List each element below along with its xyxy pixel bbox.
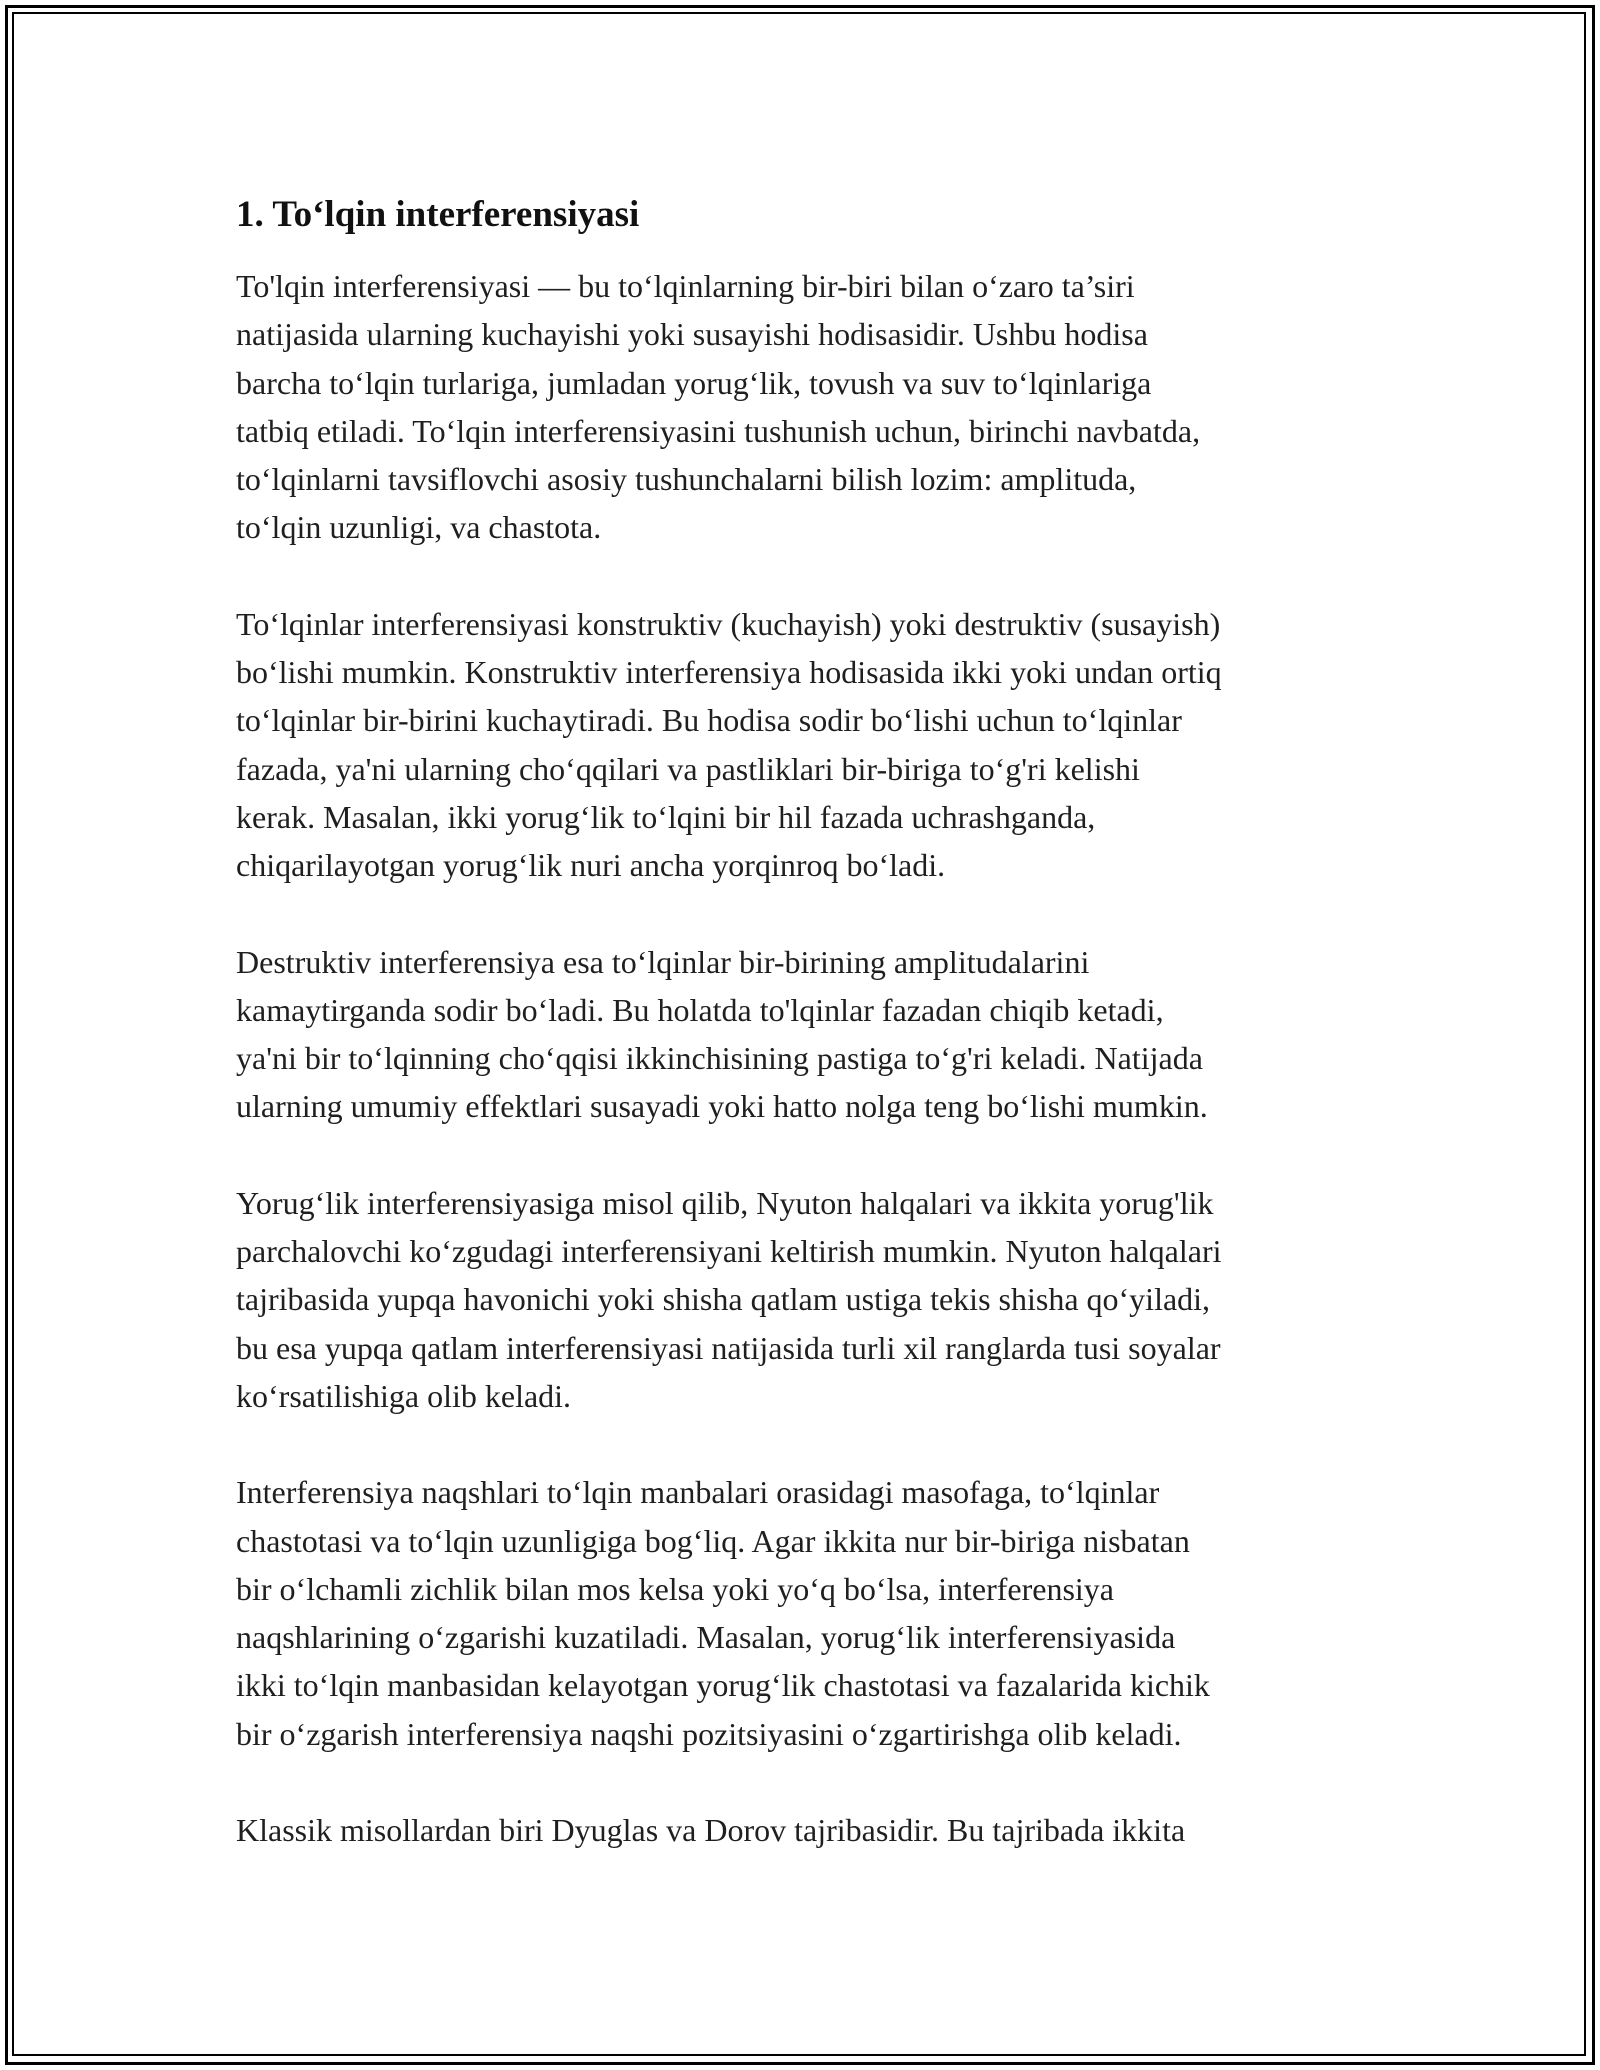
- text-line: Yorug‘lik interferensiyasiga misol qilib, Nyuton halqalari va ikkita yorug'lik: [236, 1184, 1214, 1221]
- text-line: bu esa yupqa qatlam interferensiyasi natijasida turli xil ranglarda tusi soyalar: [236, 1329, 1221, 1366]
- text-line: chastotasi va to‘lqin uzunligiga bog‘liq. Agar ikkita nur bir-biriga nisbatan: [236, 1522, 1190, 1559]
- paragraph-patterns: [236, 1468, 1386, 1758]
- paragraph-intro: [236, 262, 1386, 552]
- text-line: fazada, ya'ni ularning cho‘qqilari va pastliklari bir-biriga to‘g'ri kelishi: [236, 750, 1140, 787]
- text-line: kamaytirganda sodir bo‘ladi. Bu holatda to'lqinlar fazadan chiqib ketadi,: [236, 991, 1164, 1028]
- paragraph-constructive: [236, 600, 1386, 890]
- text-line: ya'ni bir to‘lqinning cho‘qqisi ikkinchisining pastiga to‘g'ri keladi. Natijada: [236, 1040, 1203, 1077]
- text-line: chiqarilayotgan yorug‘lik nuri ancha yorqinroq bo‘ladi.: [236, 847, 946, 884]
- text-line: bo‘lishi mumkin. Konstruktiv interferensiya hodisasida ikki yoki undan ortiq: [236, 654, 1222, 691]
- text-line: parchalovchi ko‘zgudagi interferensiyani keltirish mumkin. Nyuton halqalari: [236, 1233, 1222, 1270]
- text-line: bir o‘lchamli zichlik bilan mos kelsa yoki yo‘q bo‘lsa, interferensiya: [236, 1570, 1114, 1607]
- text-line: naqshlarining o‘zgarishi kuzatiladi. Masalan, yorug‘lik interferensiyasida: [236, 1619, 1176, 1656]
- text-line: bir o‘zgarish interferensiya naqshi pozitsiyasini o‘zgartirishga olib keladi.: [236, 1715, 1182, 1752]
- text-line: kerak. Masalan, ikki yorug‘lik to‘lqini bir hil fazada uchrashganda,: [236, 798, 1096, 835]
- text-line: ularning umumiy effektlari susayadi yoki hatto nolga teng bo‘lishi mumkin.: [236, 1088, 1208, 1125]
- text-line: tajribasida yupqa havonichi yoki shisha qatlam ustiga tekis shisha qo‘yiladi,: [236, 1281, 1211, 1318]
- document-body: [236, 186, 1386, 1902]
- text-line: Klassik misollardan biri Dyuglas va Dorov tajribasidir. Bu tajribada ikkita: [236, 1812, 1186, 1849]
- text-line: tatbiq etiladi. To‘lqin interferensiyasini tushunish uchun, birinchi navbatda,: [236, 412, 1201, 449]
- text-line: to‘lqinlarni tavsiflovchi asosiy tushunchalarni bilish lozim: amplituda,: [236, 461, 1137, 498]
- text-line: To‘lqinlar interferensiyasi konstruktiv (kuchayish) yoki destruktiv (susayish): [236, 605, 1221, 642]
- text-line: To'lqin interferensiyasi — bu to‘lqinlarning bir-biri bilan o‘zaro ta’siri: [236, 268, 1135, 304]
- text-line: ikki to‘lqin manbasidan kelayotgan yorug‘lik chastotasi va fazalarida kichik: [236, 1667, 1210, 1704]
- text-line: Interferensiya naqshlari to‘lqin manbalari orasidagi masofaga, to‘lqinlar: [236, 1474, 1160, 1511]
- paragraph-newton-rings: [236, 1179, 1386, 1420]
- section-heading: 1. To‘lqin interferensiyasi: [236, 194, 640, 235]
- text-line: to‘lqinlar bir-birini kuchaytiradi. Bu hodisa sodir bo‘lishi uchun to‘lqinlar: [236, 702, 1182, 739]
- paragraph-classic-example: [236, 1806, 1386, 1854]
- text-line: natijasida ularning kuchayishi yoki susayishi hodisasidir. Ushbu hodisa: [236, 316, 1148, 353]
- text-line: barcha to‘lqin turlariga, jumladan yorug‘lik, tovush va suv to‘lqinlariga: [236, 364, 1152, 401]
- paragraph-destructive: [236, 938, 1386, 1131]
- text-line: ko‘rsatilishiga olib keladi.: [236, 1377, 572, 1414]
- text-line: to‘lqin uzunligi, va chastota.: [236, 509, 602, 546]
- text-line: Destruktiv interferensiya esa to‘lqinlar bir-birining amplitudalarini: [236, 943, 1090, 980]
